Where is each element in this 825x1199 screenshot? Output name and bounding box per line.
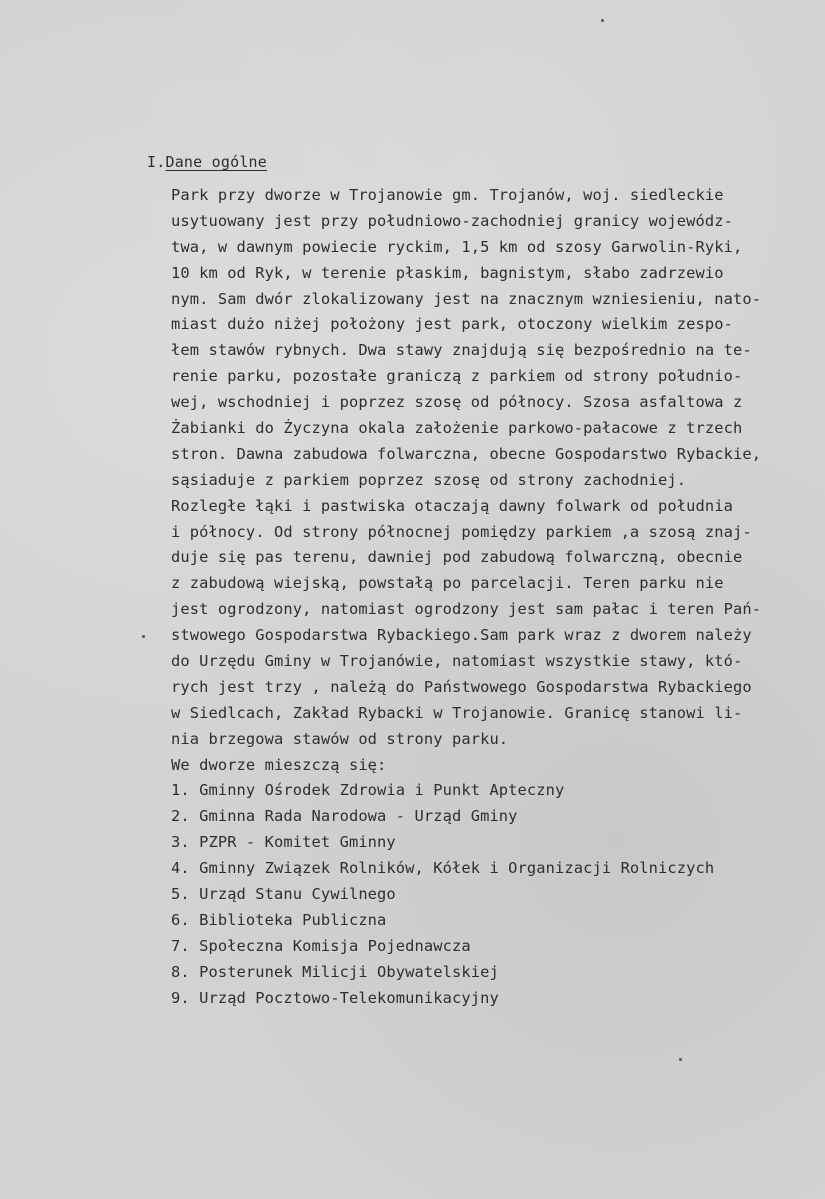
list-item: 9. Urząd Pocztowo-Telekomunikacyjny [171, 988, 499, 1007]
text-line: w Siedlcach, Zakład Rybacki w Trojanowie. Granicę stanowi li- [171, 703, 743, 722]
text-line: renie parku, pozostałe graniczą z parkiem od strony południo- [171, 367, 743, 386]
text-line: łem stawów rybnych. Dwa stawy znajdują się bezpośrednio na te- [171, 341, 752, 360]
document-body [171, 183, 801, 1012]
text-line: rych jest trzy , należą do Państwowego Gospodarstwa Rybackiego [171, 677, 752, 696]
list-item: 1. Gminny Ośrodek Zdrowia i Punkt Apteczny [171, 781, 565, 800]
text-line: z zabudową wiejską, powstałą po parcelacji. Teren parku nie [171, 574, 724, 593]
paper-speck [601, 19, 604, 22]
text-line: stwowego Gospodarstwa Rybackiego.Sam park wraz z dworem należy [171, 626, 752, 645]
text-line: twa, w dawnym powiecie ryckim, 1,5 km od szosy Garwolin-Ryki, [171, 237, 743, 256]
list-item: 7. Społeczna Komisja Pojednawcza [171, 936, 471, 955]
text-line: 10 km od Ryk, w terenie płaskim, bagnistym, słabo zadrzewio [171, 263, 724, 282]
list-item: 8. Posterunek Milicji Obywatelskiej [171, 962, 499, 981]
list-item: 3. PZPR - Komitet Gminny [171, 833, 396, 852]
text-line: stron. Dawna zabudowa folwarczna, obecne Gospodarstwo Rybackie, [171, 444, 762, 463]
text-line: nia brzegowa stawów od strony parku. [171, 729, 509, 748]
text-line: nym. Sam dwór zlokalizowany jest na znacznym wzniesieniu, nato- [171, 289, 762, 308]
section-number: I. [147, 153, 166, 171]
text-line: Park przy dworze w Trojanowie gm. Trojanów, woj. siedleckie [171, 186, 724, 204]
text-line: wej, wschodniej i poprzez szosę od północy. Szosa asfaltowa z [171, 393, 743, 412]
text-line: Żabianki do Życzyna okala założenie parkowo-pałacowe z trzech [171, 419, 743, 438]
list-item: 6. Biblioteka Publiczna [171, 910, 387, 929]
text-line: sąsiaduje z parkiem poprzez szosę od strony zachodniej. [171, 470, 687, 489]
list-item: 5. Urząd Stanu Cywilnego [171, 885, 396, 904]
text-line: miast dużo niżej położony jest park, otoczony wielkim zespo- [171, 315, 733, 334]
paper-speck [679, 1058, 682, 1061]
paper-speck [142, 635, 145, 638]
text-line: jest ogrodzony, natomiast ogrodzony jest sam pałac i teren Pań- [171, 600, 762, 619]
text-line: Rozległe łąki i pastwiska otaczają dawny folwark od południa [171, 496, 733, 515]
text-line: duje się pas terenu, dawniej pod zabudową folwarczną, obecnie [171, 548, 743, 567]
list-intro: We dworze mieszczą się: [171, 755, 387, 774]
text-line: usytuowany jest przy południowo-zachodniej granicy wojewódz- [171, 211, 733, 230]
text-line: i północy. Od strony północnej pomiędzy parkiem ,a szosą znaj- [171, 522, 752, 541]
list-item: 2. Gminna Rada Narodowa - Urząd Gminy [171, 807, 518, 826]
section-heading [147, 153, 267, 171]
text-line: do Urzędu Gminy w Trojanówie, natomiast wszystkie stawy, któ- [171, 652, 743, 671]
list-item: 4. Gminny Związek Rolników, Kółek i Organizacji Rolniczych [171, 859, 715, 878]
section-title: Dane ogólne [165, 153, 268, 171]
